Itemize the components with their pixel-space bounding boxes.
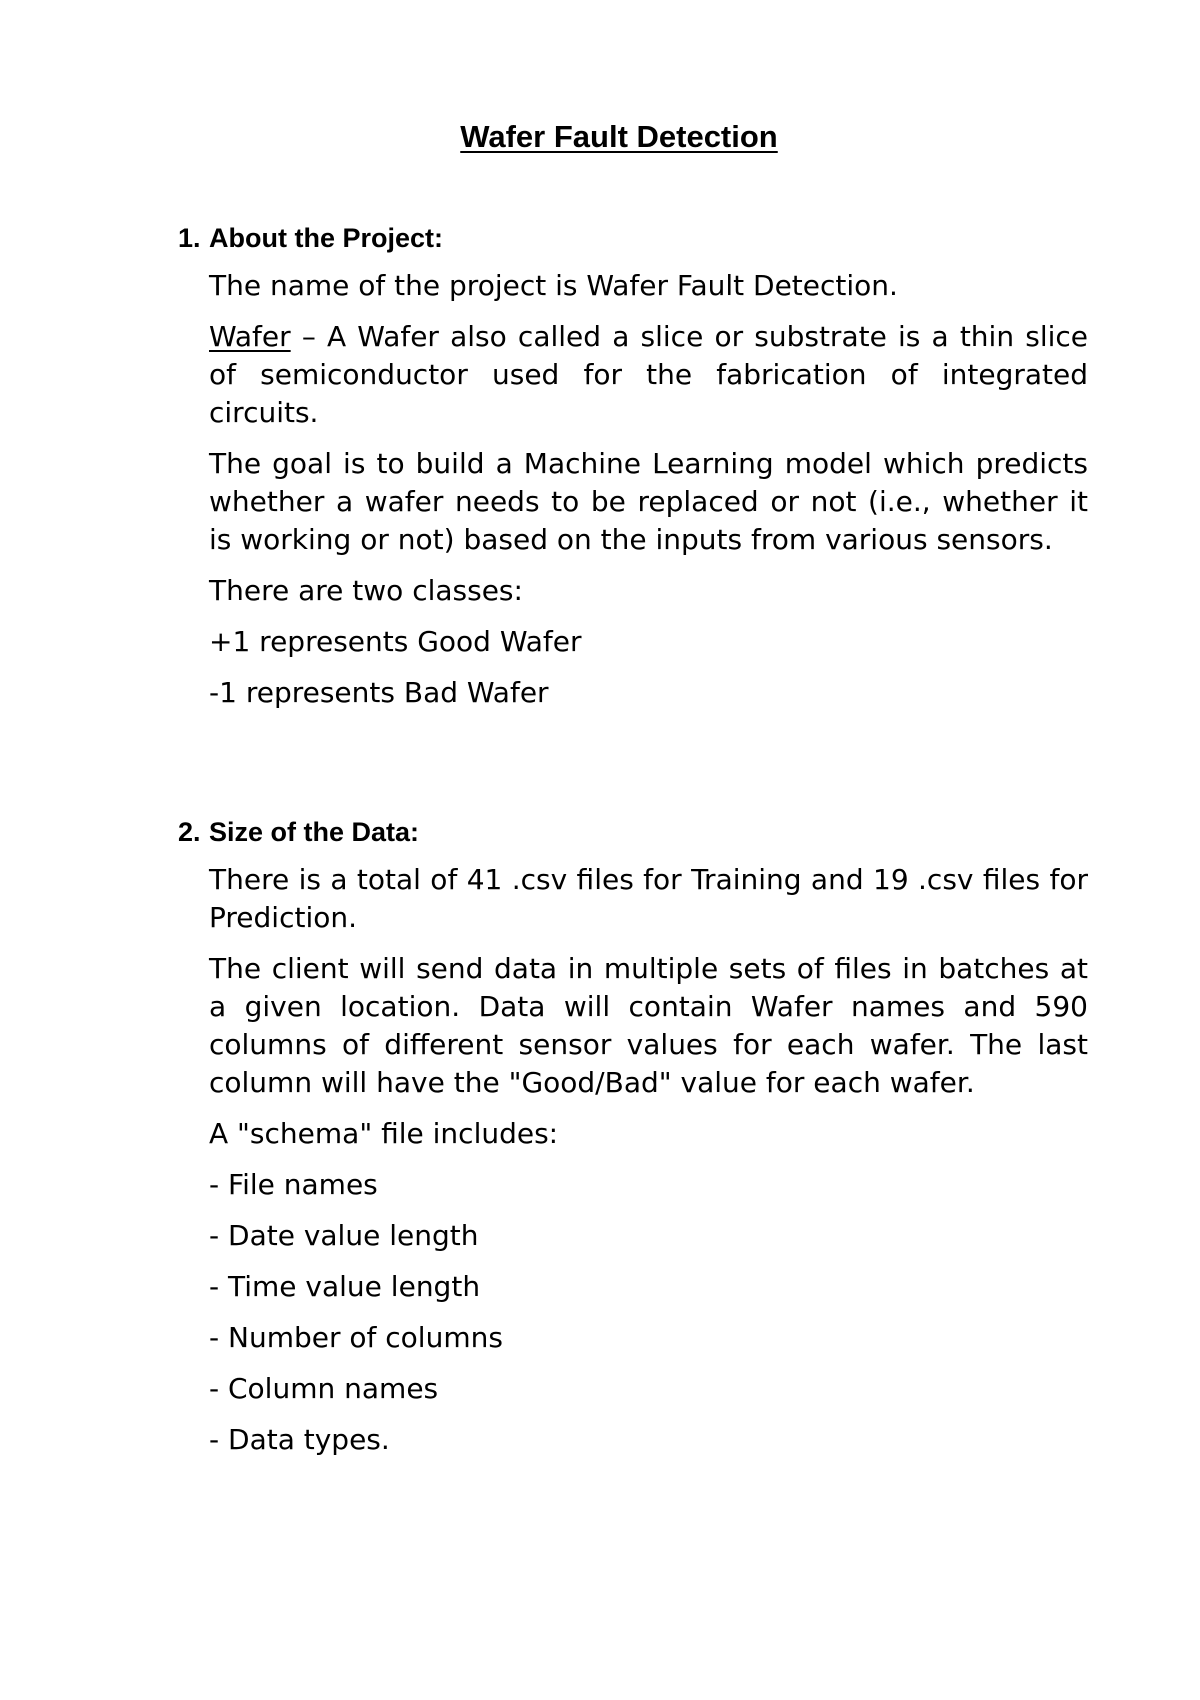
files-count-paragraph: There is a total of 41 .csv files for Training and 19 .csv files for Prediction. [209,863,1088,934]
section-title: Size of the Data: [209,817,420,847]
schema-item: - File names [209,1168,378,1201]
section-heading [178,815,1088,849]
section-number: 2. [178,817,201,847]
section-number: 1. [178,223,201,253]
schema-intro: A "schema" file includes: [209,1117,559,1150]
goal-paragraph: The goal is to build a Machine Learning model which predicts whether a wafer needs to be replaced or not (i.e., whether it is working or not) based on the inputs from various sensors. [209,447,1088,556]
wafer-definition-paragraph [209,318,1088,432]
schema-item: - Data types. [209,1423,390,1456]
section-about-project [178,221,1088,725]
project-name-paragraph: The name of the project is Wafer Fault Detection. [209,269,898,302]
document-title: Wafer Fault Detection [460,119,778,154]
wafer-term: Wafer [209,320,291,353]
schema-item: - Column names [209,1372,439,1405]
classes-intro: There are two classes: [209,574,523,607]
section-size-of-data [178,815,1088,1472]
section-heading [178,221,1088,255]
class-bad: -1 represents Bad Wafer [209,676,549,709]
schema-item: - Number of columns [209,1321,503,1354]
client-data-paragraph: The client will send data in multiple sets of files in batches at a given location. Data will contain Wafer names and 590 columns of different sensor values for each wafer. The last column will have the "Good/Bad" value for each wafer. [209,952,1088,1099]
schema-item: - Date value length [209,1219,479,1252]
wafer-definition-text: – A Wafer also called a slice or substrate is a thin slice of semiconductor used for the fabrication of integrated circuits. [209,320,1088,429]
section-title: About the Project: [209,223,443,253]
schema-item: - Time value length [209,1270,481,1303]
class-good: +1 represents Good Wafer [209,625,582,658]
